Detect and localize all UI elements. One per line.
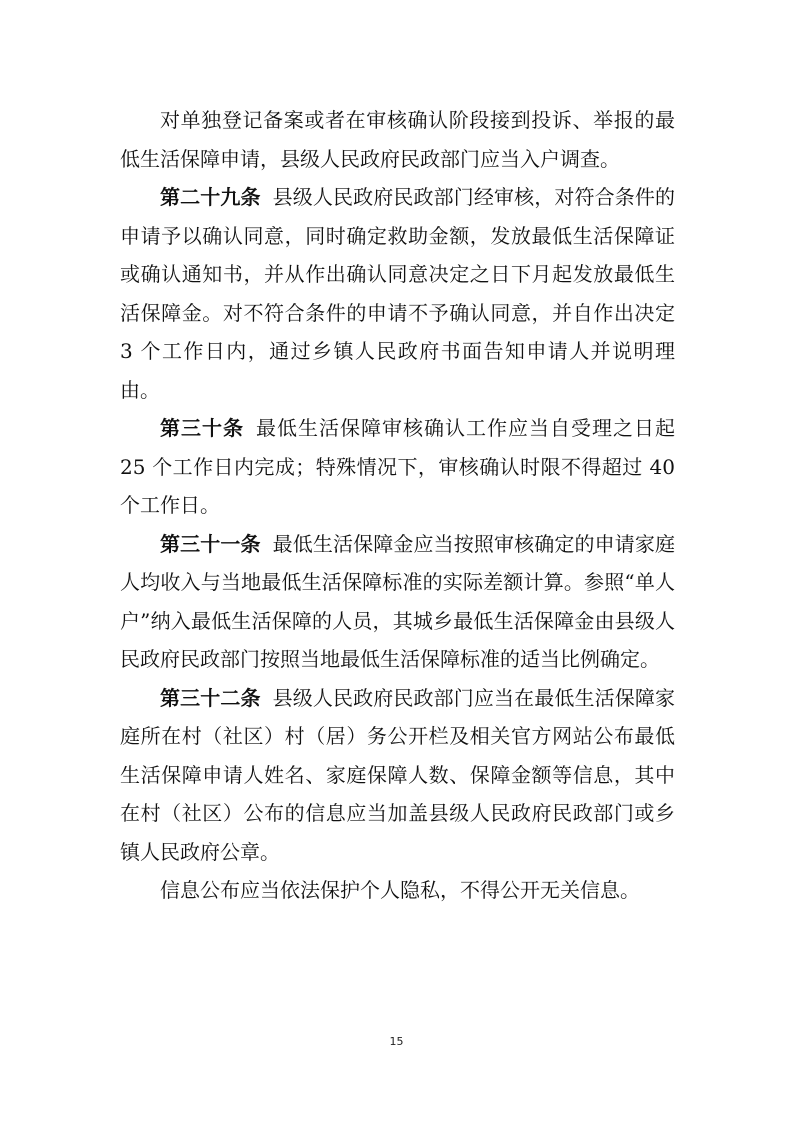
article-32 bbox=[120, 679, 675, 872]
article-heading: 第三十条 bbox=[160, 416, 244, 440]
page-number: 15 bbox=[389, 1035, 404, 1048]
article-30 bbox=[120, 409, 675, 525]
article-29 bbox=[120, 178, 675, 409]
paragraph-text: 对单独登记备案或者在审核确认阶段接到投诉、举报的最低生活保障申请，县级人民政府民政部门应当入户调查。 bbox=[120, 108, 675, 171]
paragraph-text: 最低生活保障金应当按照审核确定的申请家庭人均收入与当地最低生活保障标准的实际差额计算。参照“单人户”纳入最低生活保障的人员，其城乡最低生活保障金由县级人民政府民政部门按照当地最低生活保障标准的适当比例确定。 bbox=[120, 531, 675, 671]
paragraph-1 bbox=[120, 101, 675, 178]
paragraph-text: 县级人民政府民政部门应当在最低生活保障家庭所在村（社区）村（居）务公开栏及相关官方网站公布最低生活保障申请人姓名、家庭保障人数、保障金额等信息，其中在村（社区）公布的信息应当加盖县级人民政府民政部门或乡镇人民政府公章。 bbox=[120, 685, 675, 864]
paragraph-text: 县级人民政府民政部门经审核，对符合条件的申请予以确认同意，同时确定救助金额，发放最低生活保障证或确认通知书，并从作出确认同意决定之日下月起发放最低生活保障金。对不符合条件的申请不予确认同意，并自作出决定 3 个工作日内，通过乡镇人民政府书面告知申请人并说明理由。 bbox=[120, 185, 675, 402]
paragraph-text: 最低生活保障审核确认工作应当自受理之日起 25 个工作日内完成；特殊情况下，审核确认时限不得超过 40 个工作日。 bbox=[120, 416, 675, 517]
paragraph-privacy bbox=[120, 871, 675, 910]
article-31 bbox=[120, 525, 675, 679]
article-heading: 第三十二条 bbox=[160, 685, 261, 710]
document-body bbox=[120, 101, 675, 910]
paragraph-text: 信息公布应当依法保护个人隐私，不得公开无关信息。 bbox=[160, 878, 640, 902]
article-heading: 第三十一条 bbox=[160, 531, 261, 556]
article-heading: 第二十九条 bbox=[160, 185, 261, 209]
